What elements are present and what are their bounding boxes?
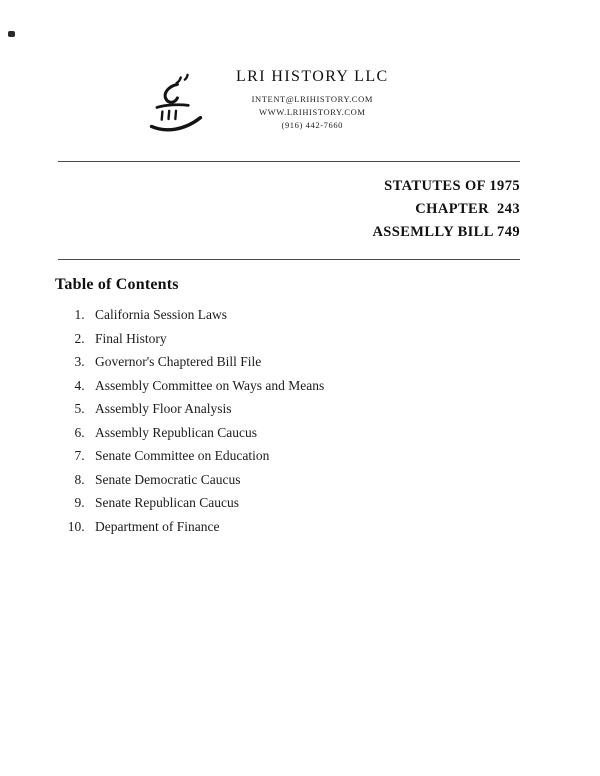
toc-title: Table of Contents — [55, 276, 179, 293]
company-website: WWW.LRIHISTORY.COM — [259, 107, 366, 117]
toc-item: 5. Assembly Floor Analysis — [88, 402, 600, 416]
statute-chapter: CHAPTER 243 — [415, 201, 520, 217]
divider-bottom — [58, 259, 520, 260]
toc-item: 6. Assembly Republican Caucus — [88, 426, 600, 440]
scan-artifact — [8, 31, 15, 37]
toc-item: 4. Assembly Committee on Ways and Means — [88, 379, 600, 393]
company-email: INTENT@LRIHISTORY.COM — [251, 94, 373, 104]
letterhead-text — [236, 62, 389, 132]
company-phone: (916) 442-7660 — [281, 120, 344, 130]
company-logo-icon — [142, 64, 210, 140]
toc-item: 9. Senate Republican Caucus — [88, 496, 600, 510]
toc-item: 10. Department of Finance — [88, 520, 600, 534]
toc-item: 7. Senate Committee on Education — [88, 449, 600, 463]
toc-item: 1. California Session Laws — [88, 308, 600, 322]
divider-top — [58, 161, 520, 162]
toc-list — [0, 308, 600, 534]
toc-item: 2. Final History — [88, 332, 600, 346]
company-name: LRI HISTORY LLC — [236, 68, 389, 85]
statute-bill: ASSEMLLY BILL 749 — [372, 224, 520, 240]
statute-block — [0, 175, 520, 244]
toc-item: 8. Senate Democratic Caucus — [88, 473, 600, 487]
toc-item: 3. Governor's Chaptered Bill File — [88, 355, 600, 369]
statute-year: STATUTES OF 1975 — [384, 178, 520, 194]
letterhead — [142, 0, 600, 142]
